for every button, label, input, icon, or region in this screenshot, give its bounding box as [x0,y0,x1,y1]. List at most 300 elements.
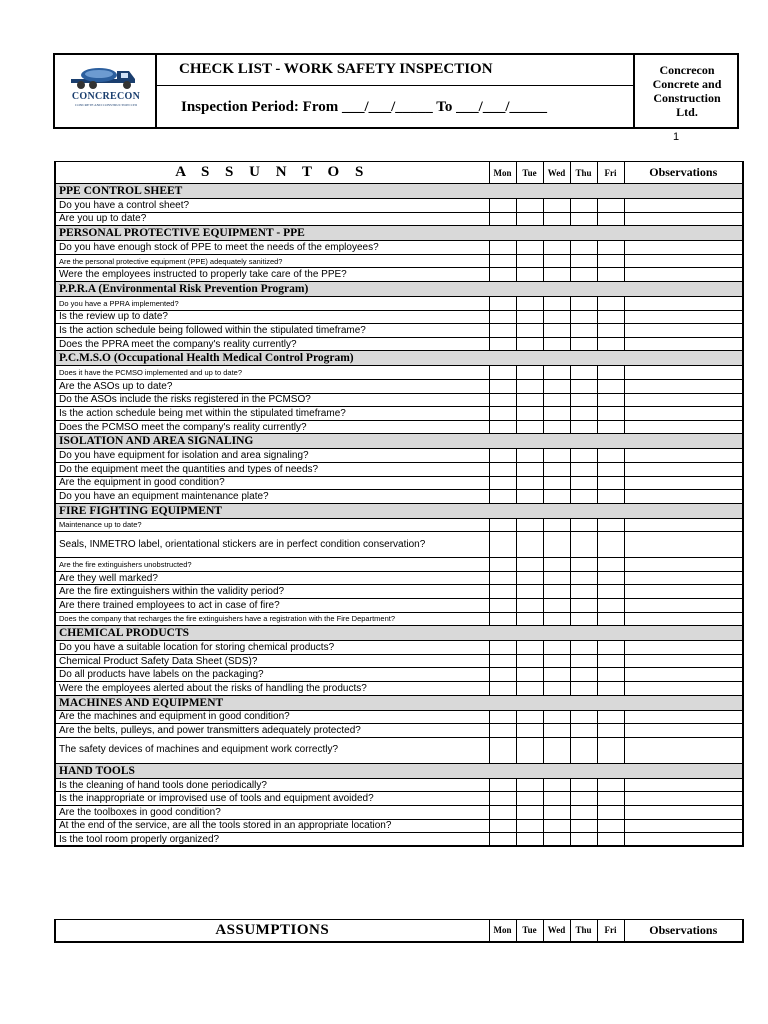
check-cell-wed[interactable] [543,585,570,599]
checklist-item-row [55,449,743,463]
subject-header: A S S U N T O S [55,162,489,184]
check-cell-fri[interactable] [597,654,624,668]
check-cell-thu[interactable] [570,585,597,599]
checklist-question: Do you have enough stock of PPE to meet the needs of the employees? [55,241,489,255]
check-cell-fri[interactable] [597,710,624,724]
checklist-question: Are the fire extinguishers unobstructed? [55,558,489,572]
observation-cell[interactable] [624,833,743,847]
observations-header: Observations [624,162,743,184]
check-cell-thu[interactable] [570,558,597,572]
check-cell-thu[interactable] [570,393,597,407]
checklist-question: Chemical Product Safety Data Sheet (SDS)? [55,654,489,668]
check-cell-tue[interactable] [516,612,543,626]
check-cell-mon[interactable] [489,420,516,434]
check-cell-tue[interactable] [516,518,543,532]
check-cell-fri[interactable] [597,379,624,393]
check-cell-thu[interactable] [570,254,597,268]
check-cell-fri[interactable] [597,268,624,282]
check-cell-mon[interactable] [489,724,516,738]
check-cell-tue[interactable] [516,710,543,724]
observation-cell[interactable] [624,199,743,213]
check-cell-thu[interactable] [570,612,597,626]
checklist-question: Do you have equipment for isolation and area signaling? [55,449,489,463]
check-cell-tue[interactable] [516,490,543,504]
check-cell-mon[interactable] [489,737,516,763]
checklist-item-row [55,393,743,407]
check-cell-tue[interactable] [516,532,543,558]
observation-cell[interactable] [624,585,743,599]
checklist-item-row [55,792,743,806]
check-cell-thu[interactable] [570,654,597,668]
check-cell-mon[interactable] [489,682,516,696]
check-cell-mon[interactable] [489,379,516,393]
check-cell-mon[interactable] [489,654,516,668]
check-cell-mon[interactable] [489,393,516,407]
check-cell-mon[interactable] [489,324,516,338]
company-name-line: Concrete and [652,77,722,91]
observation-cell[interactable] [624,337,743,351]
check-cell-wed[interactable] [543,268,570,282]
checklist-question: The safety devices of machines and equipment work correctly? [55,737,489,763]
check-cell-mon[interactable] [489,792,516,806]
observation-cell[interactable] [624,420,743,434]
check-cell-thu[interactable] [570,449,597,463]
observation-cell[interactable] [624,268,743,282]
check-cell-tue[interactable] [516,778,543,792]
day-header-mon: Mon [489,920,516,942]
check-cell-wed[interactable] [543,476,570,490]
check-cell-tue[interactable] [516,668,543,682]
check-cell-fri[interactable] [597,254,624,268]
check-cell-mon[interactable] [489,668,516,682]
check-cell-thu[interactable] [570,737,597,763]
check-cell-tue[interactable] [516,268,543,282]
check-cell-mon[interactable] [489,806,516,820]
check-cell-tue[interactable] [516,724,543,738]
checklist-question: Are the machines and equipment in good condition? [55,710,489,724]
check-cell-thu[interactable] [570,710,597,724]
observations-header: Observations [624,920,743,942]
observation-cell[interactable] [624,682,743,696]
observation-cell[interactable] [624,296,743,310]
observation-cell[interactable] [624,806,743,820]
observation-cell[interactable] [624,310,743,324]
check-cell-thu[interactable] [570,599,597,613]
check-cell-wed[interactable] [543,819,570,833]
check-cell-thu[interactable] [570,296,597,310]
checklist-question: Does the PCMSO meet the company's reality currently? [55,420,489,434]
check-cell-wed[interactable] [543,407,570,421]
check-cell-wed[interactable] [543,571,570,585]
checklist-table [54,161,744,847]
company-name [635,63,739,119]
checklist-question: Do all products have labels on the packaging? [55,668,489,682]
checklist-item-row [55,476,743,490]
check-cell-tue[interactable] [516,806,543,820]
check-cell-tue[interactable] [516,324,543,338]
check-cell-wed[interactable] [543,612,570,626]
observation-cell[interactable] [624,241,743,255]
check-cell-wed[interactable] [543,641,570,655]
check-cell-mon[interactable] [489,585,516,599]
check-cell-tue[interactable] [516,819,543,833]
observation-cell[interactable] [624,792,743,806]
check-cell-fri[interactable] [597,462,624,476]
checklist-question: Do you have a PPRA implemented? [55,296,489,310]
check-cell-wed[interactable] [543,337,570,351]
check-cell-fri[interactable] [597,420,624,434]
check-cell-fri[interactable] [597,806,624,820]
checklist-item-row [55,558,743,572]
check-cell-wed[interactable] [543,710,570,724]
check-cell-thu[interactable] [570,337,597,351]
check-cell-thu[interactable] [570,199,597,213]
check-cell-mon[interactable] [489,296,516,310]
checklist-item-row [55,212,743,226]
check-cell-mon[interactable] [489,532,516,558]
check-cell-wed[interactable] [543,462,570,476]
check-cell-thu[interactable] [570,532,597,558]
check-cell-fri[interactable] [597,212,624,226]
check-cell-tue[interactable] [516,833,543,847]
check-cell-wed[interactable] [543,490,570,504]
checklist-item-row [55,337,743,351]
checklist-question: Is the cleaning of hand tools done periodically? [55,778,489,792]
day-header-thu: Thu [570,920,597,942]
observation-cell[interactable] [624,737,743,763]
check-cell-fri[interactable] [597,612,624,626]
checklist-item-row [55,268,743,282]
check-cell-mon[interactable] [489,612,516,626]
section-header-row [55,434,743,449]
checklist-item-row [55,724,743,738]
observation-cell[interactable] [624,212,743,226]
check-cell-wed[interactable] [543,296,570,310]
check-cell-wed[interactable] [543,379,570,393]
check-cell-thu[interactable] [570,792,597,806]
checklist-question: Does the company that recharges the fire extinguishers have a registration with the Fire Department? [55,612,489,626]
observation-cell[interactable] [624,449,743,463]
check-cell-thu[interactable] [570,379,597,393]
check-cell-fri[interactable] [597,571,624,585]
observation-cell[interactable] [624,324,743,338]
check-cell-thu[interactable] [570,682,597,696]
check-cell-fri[interactable] [597,737,624,763]
observation-cell[interactable] [624,518,743,532]
check-cell-tue[interactable] [516,407,543,421]
check-cell-mon[interactable] [489,558,516,572]
header-title-block [155,55,635,127]
check-cell-wed[interactable] [543,599,570,613]
checklist-question: Are the fire extinguishers within the validity period? [55,585,489,599]
section-title: FIRE FIGHTING EQUIPMENT [55,503,743,518]
checklist-question: Maintenance up to date? [55,518,489,532]
check-cell-mon[interactable] [489,599,516,613]
check-cell-fri[interactable] [597,241,624,255]
check-cell-thu[interactable] [570,641,597,655]
check-cell-thu[interactable] [570,806,597,820]
document-header [53,53,739,129]
check-cell-wed[interactable] [543,241,570,255]
check-cell-wed[interactable] [543,393,570,407]
check-cell-fri[interactable] [597,199,624,213]
check-cell-tue[interactable] [516,476,543,490]
check-cell-wed[interactable] [543,420,570,434]
check-cell-wed[interactable] [543,366,570,380]
check-cell-fri[interactable] [597,366,624,380]
check-cell-thu[interactable] [570,490,597,504]
check-cell-mon[interactable] [489,254,516,268]
observation-cell[interactable] [624,393,743,407]
observation-cell[interactable] [624,490,743,504]
table-header-row [55,162,743,184]
check-cell-tue[interactable] [516,571,543,585]
checklist-item-row [55,420,743,434]
check-cell-tue[interactable] [516,449,543,463]
check-cell-thu[interactable] [570,833,597,847]
check-cell-wed[interactable] [543,668,570,682]
logo-subtitle: CONCRETE AND CONSTRUCTION LTD [75,103,137,107]
check-cell-wed[interactable] [543,199,570,213]
document-title: CHECK LIST - WORK SAFETY INSPECTION [179,61,493,77]
check-cell-wed[interactable] [543,212,570,226]
observation-cell[interactable] [624,724,743,738]
section-header-row [55,226,743,241]
check-cell-thu[interactable] [570,407,597,421]
check-cell-tue[interactable] [516,558,543,572]
check-cell-fri[interactable] [597,490,624,504]
observation-cell[interactable] [624,599,743,613]
checklist-question: At the end of the service, are all the tools stored in an appropriate location? [55,819,489,833]
observation-cell[interactable] [624,254,743,268]
checklist-item-row [55,490,743,504]
check-cell-fri[interactable] [597,599,624,613]
observation-cell[interactable] [624,571,743,585]
check-cell-tue[interactable] [516,420,543,434]
check-cell-mon[interactable] [489,268,516,282]
check-cell-wed[interactable] [543,449,570,463]
check-cell-fri[interactable] [597,476,624,490]
check-cell-wed[interactable] [543,737,570,763]
checklist-item-row [55,199,743,213]
checklist-item-row [55,710,743,724]
observation-cell[interactable] [624,612,743,626]
check-cell-wed[interactable] [543,310,570,324]
check-cell-mon[interactable] [489,476,516,490]
check-cell-tue[interactable] [516,337,543,351]
checklist-item-row [55,641,743,655]
check-cell-tue[interactable] [516,254,543,268]
day-header-fri: Fri [597,162,624,184]
check-cell-mon[interactable] [489,212,516,226]
check-cell-tue[interactable] [516,462,543,476]
check-cell-fri[interactable] [597,449,624,463]
section-title: PERSONAL PROTECTIVE EQUIPMENT - PPE [55,226,743,241]
checklist-question: Do the ASOs include the risks registered in the PCMSO? [55,393,489,407]
check-cell-wed[interactable] [543,532,570,558]
observation-cell[interactable] [624,532,743,558]
check-cell-thu[interactable] [570,571,597,585]
check-cell-fri[interactable] [597,668,624,682]
checklist-question: Are the toolboxes in good condition? [55,806,489,820]
check-cell-tue[interactable] [516,199,543,213]
check-cell-thu[interactable] [570,724,597,738]
observation-cell[interactable] [624,379,743,393]
checklist-item-row [55,571,743,585]
check-cell-fri[interactable] [597,393,624,407]
check-cell-mon[interactable] [489,833,516,847]
check-cell-tue[interactable] [516,599,543,613]
check-cell-tue[interactable] [516,393,543,407]
observation-cell[interactable] [624,462,743,476]
check-cell-thu[interactable] [570,268,597,282]
checklist-item-row [55,366,743,380]
checklist-question: Is the inappropriate or improvised use of tools and equipment avoided? [55,792,489,806]
observation-cell[interactable] [624,641,743,655]
check-cell-tue[interactable] [516,585,543,599]
check-cell-wed[interactable] [543,778,570,792]
check-cell-mon[interactable] [489,778,516,792]
check-cell-mon[interactable] [489,366,516,380]
check-cell-tue[interactable] [516,737,543,763]
check-cell-wed[interactable] [543,724,570,738]
observation-cell[interactable] [624,819,743,833]
observation-cell[interactable] [624,476,743,490]
check-cell-tue[interactable] [516,241,543,255]
check-cell-mon[interactable] [489,449,516,463]
check-cell-wed[interactable] [543,806,570,820]
checklist-item-row [55,324,743,338]
checklist-item-row [55,407,743,421]
check-cell-fri[interactable] [597,724,624,738]
section-header-row [55,626,743,641]
observation-cell[interactable] [624,778,743,792]
check-cell-thu[interactable] [570,518,597,532]
check-cell-mon[interactable] [489,490,516,504]
check-cell-fri[interactable] [597,792,624,806]
check-cell-thu[interactable] [570,476,597,490]
observation-cell[interactable] [624,558,743,572]
check-cell-wed[interactable] [543,558,570,572]
check-cell-fri[interactable] [597,518,624,532]
checklist-item-row [55,778,743,792]
section-header-row [55,281,743,296]
check-cell-mon[interactable] [489,462,516,476]
check-cell-fri[interactable] [597,778,624,792]
check-cell-wed[interactable] [543,654,570,668]
check-cell-mon[interactable] [489,310,516,324]
day-header-fri: Fri [597,920,624,942]
check-cell-tue[interactable] [516,366,543,380]
section-header-row [55,503,743,518]
check-cell-tue[interactable] [516,682,543,696]
check-cell-thu[interactable] [570,420,597,434]
check-cell-tue[interactable] [516,296,543,310]
check-cell-wed[interactable] [543,682,570,696]
section-title: ISOLATION AND AREA SIGNALING [55,434,743,449]
check-cell-fri[interactable] [597,310,624,324]
check-cell-wed[interactable] [543,792,570,806]
section-title: PPE CONTROL SHEET [55,184,743,199]
check-cell-tue[interactable] [516,654,543,668]
check-cell-mon[interactable] [489,819,516,833]
check-cell-fri[interactable] [597,324,624,338]
check-cell-fri[interactable] [597,296,624,310]
check-cell-tue[interactable] [516,641,543,655]
check-cell-thu[interactable] [570,324,597,338]
company-name-line: Construction [653,91,721,105]
check-cell-thu[interactable] [570,819,597,833]
checklist-item-row [55,254,743,268]
section-title: MACHINES AND EQUIPMENT [55,695,743,710]
check-cell-tue[interactable] [516,792,543,806]
check-cell-mon[interactable] [489,199,516,213]
check-cell-mon[interactable] [489,641,516,655]
checklist-item-row [55,241,743,255]
observation-cell[interactable] [624,407,743,421]
check-cell-tue[interactable] [516,310,543,324]
check-cell-thu[interactable] [570,366,597,380]
section-title: CHEMICAL PRODUCTS [55,626,743,641]
check-cell-wed[interactable] [543,518,570,532]
observation-cell[interactable] [624,668,743,682]
check-cell-fri[interactable] [597,532,624,558]
checklist-item-row [55,599,743,613]
check-cell-mon[interactable] [489,518,516,532]
observation-cell[interactable] [624,654,743,668]
table-header-row [55,920,743,942]
checklist-question: Do the equipment meet the quantities and types of needs? [55,462,489,476]
check-cell-mon[interactable] [489,241,516,255]
check-cell-fri[interactable] [597,682,624,696]
check-cell-tue[interactable] [516,379,543,393]
check-cell-mon[interactable] [489,571,516,585]
check-cell-fri[interactable] [597,337,624,351]
check-cell-mon[interactable] [489,710,516,724]
checklist-question: Are the personal protective equipment (PPE) adequately sanitized? [55,254,489,268]
checklist-question: Do you have a suitable location for storing chemical products? [55,641,489,655]
check-cell-thu[interactable] [570,462,597,476]
checklist-item-row [55,612,743,626]
checklist-question: Are they well marked? [55,571,489,585]
day-header-wed: Wed [543,162,570,184]
check-cell-wed[interactable] [543,254,570,268]
check-cell-thu[interactable] [570,668,597,682]
check-cell-tue[interactable] [516,212,543,226]
check-cell-fri[interactable] [597,558,624,572]
check-cell-mon[interactable] [489,337,516,351]
checklist-question: Are you up to date? [55,212,489,226]
check-cell-fri[interactable] [597,641,624,655]
check-cell-thu[interactable] [570,778,597,792]
check-cell-wed[interactable] [543,833,570,847]
check-cell-mon[interactable] [489,407,516,421]
check-cell-thu[interactable] [570,310,597,324]
check-cell-wed[interactable] [543,324,570,338]
check-cell-fri[interactable] [597,585,624,599]
day-header-tue: Tue [516,920,543,942]
check-cell-fri[interactable] [597,819,624,833]
check-cell-fri[interactable] [597,833,624,847]
check-cell-thu[interactable] [570,241,597,255]
check-cell-thu[interactable] [570,212,597,226]
checklist-item-row [55,819,743,833]
observation-cell[interactable] [624,366,743,380]
check-cell-fri[interactable] [597,407,624,421]
observation-cell[interactable] [624,710,743,724]
checklist-item-row [55,668,743,682]
checklist-question: Is the review up to date? [55,310,489,324]
